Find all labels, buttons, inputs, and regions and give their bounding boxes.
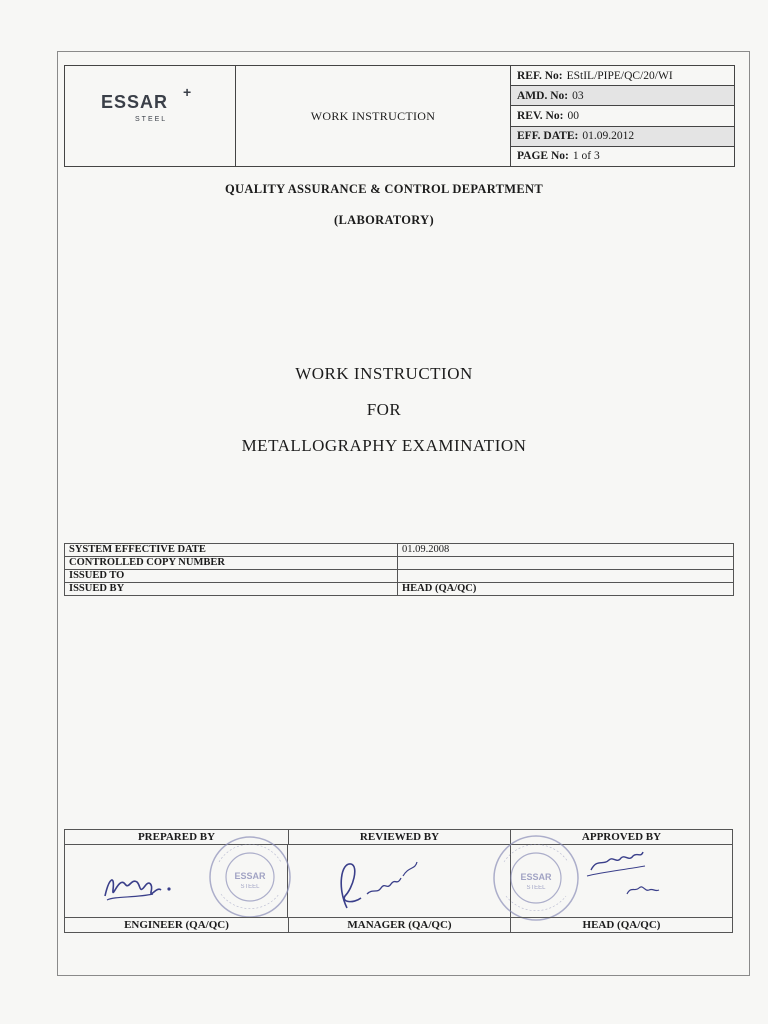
reviewed-signature [327, 848, 427, 918]
table-row [65, 544, 734, 557]
title-line-3: METALLOGRAPHY EXAMINATION [241, 436, 527, 455]
signature-headers [65, 830, 732, 845]
head-role: HEAD (QA/QC) [510, 918, 732, 932]
rev-number-label: REV. No: [517, 110, 564, 122]
logo-subtitle: STEEL [135, 116, 168, 123]
approved-signature [583, 846, 683, 906]
manager-role: MANAGER (QA/QC) [288, 918, 510, 932]
logo-plus-icon: + [183, 84, 192, 100]
issued-by-value: HEAD (QA/QC) [398, 583, 734, 596]
ref-number-value: EStIL/PIPE/QC/20/WI [566, 69, 673, 82]
logo-wordmark: ESSAR [101, 92, 169, 112]
amd-number-label: AMD. No: [517, 89, 569, 102]
eff-date-row [511, 127, 734, 147]
issued-to-label: ISSUED TO [65, 570, 398, 583]
signature-table [64, 829, 733, 933]
eff-date-value: 01.09.2012 [582, 130, 635, 143]
svg-text:STEEL: STEEL [526, 885, 546, 891]
table-row [65, 583, 734, 596]
controlled-copy-number-value [398, 557, 734, 570]
company-logo [65, 66, 236, 166]
prepared-by-header: PREPARED BY [137, 831, 216, 843]
title-line-1: WORK INSTRUCTION [295, 364, 473, 383]
amd-number-row [511, 86, 734, 106]
signature-roles [65, 917, 732, 932]
reviewed-by-header: REVIEWED BY [288, 830, 510, 844]
system-effective-date-value: 01.09.2008 [398, 544, 734, 557]
issued-to-value [398, 570, 734, 583]
rev-number-value: 00 [567, 110, 579, 122]
svg-text:STEEL: STEEL [240, 884, 260, 890]
ref-number-row [511, 66, 734, 86]
amd-number-value: 03 [572, 89, 584, 102]
svg-text:ESSAR: ESSAR [520, 872, 552, 882]
company-seal-2 [490, 832, 582, 924]
controlled-copy-number-label: CONTROLLED COPY NUMBER [65, 557, 398, 570]
rev-number-row [511, 106, 734, 126]
table-row [65, 570, 734, 583]
page-number-row [511, 147, 734, 166]
department-subtitle: (LABORATORY) [334, 213, 434, 227]
issued-by-label: ISSUED BY [65, 583, 398, 596]
issue-table [64, 543, 734, 596]
page-number-value: 1 of 3 [572, 150, 600, 163]
engineer-role: ENGINEER (QA/QC) [124, 919, 229, 931]
document-meta [511, 66, 734, 166]
approved-by-header: APPROVED BY [510, 830, 732, 844]
page-number-label: PAGE No: [517, 150, 569, 163]
ref-number-label: REF. No: [517, 69, 563, 82]
table-row [65, 557, 734, 570]
prepared-signature [95, 856, 185, 911]
title-line-2: FOR [366, 400, 402, 419]
department-name: QUALITY ASSURANCE & CONTROL DEPARTMENT [225, 182, 543, 196]
document-type: WORK INSTRUCTION [236, 66, 511, 166]
system-effective-date-label: SYSTEM EFFECTIVE DATE [65, 544, 398, 557]
document-header [64, 65, 735, 167]
svg-text:ESSAR: ESSAR [234, 871, 266, 881]
eff-date-label: EFF. DATE: [517, 130, 579, 143]
company-seal-1 [205, 832, 295, 922]
